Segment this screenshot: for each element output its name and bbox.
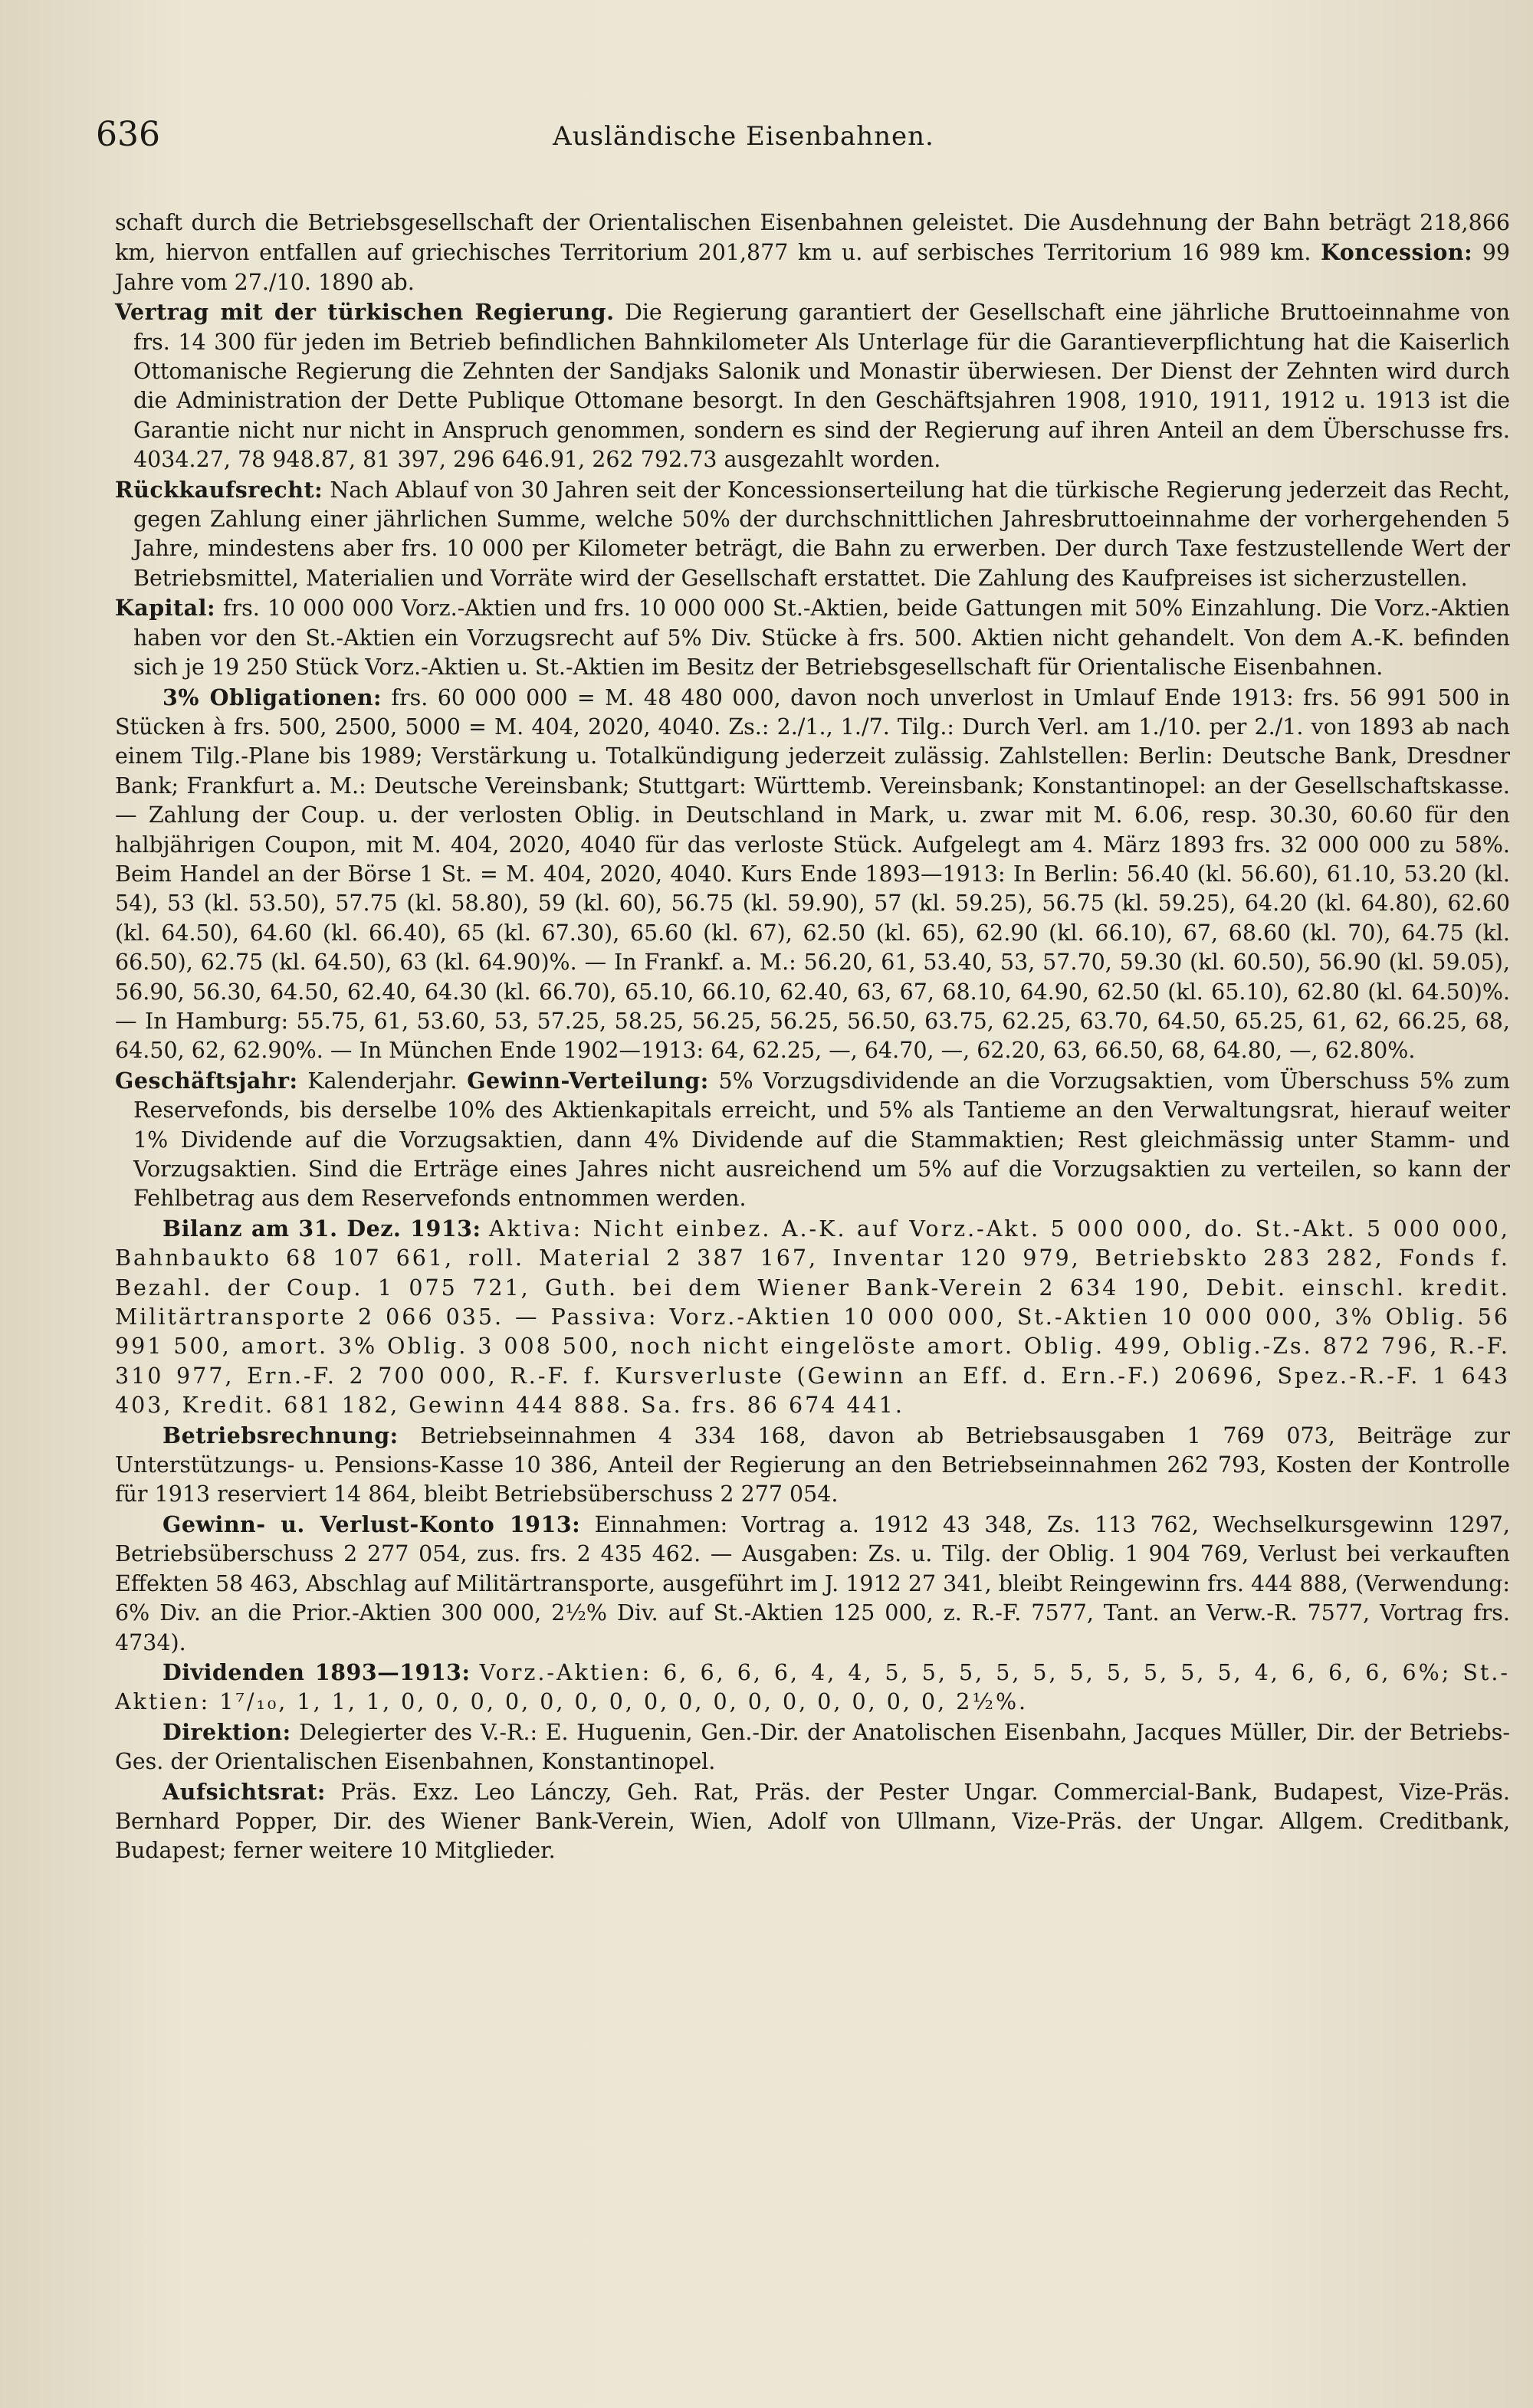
vertrag-paragraph <box>115 297 1510 474</box>
gewinn-verlust-text: Einnahmen: Vortrag a. 1912 43 348, Zs. 113 762, Wechselkursgewinn 1297, Betriebsüberschuss 2 277 054, zus. frs. 2 435 462. — Ausgaben: Zs. u. Tilg. der Oblig. 1 904 769, Verlust bei verkauften Effekten 58 463, Abschlag auf Militärtransporte, ausgeführt im J. 1912 27 341, bleibt Reingewinn frs. 444 888, (Verwendung: 6% Div. an die Prior.-Aktien 300 000, 2½% Div. auf St.-Aktien 125 000, z. R.-F. 7577, Tant. an Verw.-R. 7577, Vortrag frs. 4734). <box>115 1511 1510 1655</box>
direktion-paragraph <box>115 1717 1510 1777</box>
bilanz-text: Aktiva: Nicht einbez. A.-K. auf Vorz.-Akt. 5 000 000, do. St.-Akt. 5 000 000, Bahnbaukto 68 107 661, roll. Material 2 387 167, Inventar 120 979, Betriebskto 283 282, Fonds f. Bezahl. der Coup. 1 075 721, Guth. bei dem Wiener Bank-Verein 2 634 190, Debit. einschl. kredit. Militärtransporte 2 066 035. — Passiva: Vorz.-Aktien 10 000 000, St.-Aktien 10 000 000, 3% Oblig. 56 991 500, amort. 3% Oblig. 3 008 500, noch nicht eingelöste amort. Oblig. 499, Oblig.-Zs. 872 796, R.-F. 310 977, Ern.-F. 2 700 000, R.-F. f. Kursverluste (Gewinn an Eff. d. Ern.-F.) 20696, Spez.-R.-F. 1 643 403, Kredit. 681 182, Gewinn 444 888. Sa. frs. 86 674 441. <box>115 1215 1510 1419</box>
page-number: 636 <box>96 115 160 154</box>
betriebsrechnung-text: Betriebseinnahmen 4 334 168, davon ab Betriebsausgaben 1 769 073, Beiträge zur Unterstützungs- u. Pensions-Kasse 10 386, Anteil der Regierung an den Betriebseinnahmen 262 793, Kosten der Kontrolle für 1913 reserviert 14 864, bleibt Betriebsüberschuss 2 277 054. <box>115 1422 1510 1507</box>
running-head: Ausländische Eisenbahnen. <box>553 121 934 152</box>
rueckkauf-paragraph <box>115 475 1510 594</box>
gewinn-verteilung-text: 5% Vorzugsdividende an die Vorzugsaktien, vom Überschuss 5% zum Reservefonds, bis derselbe 10% des Aktienkapitals erreicht, und 5% als Tantieme an den Verwaltungsrat, hierauf weiter 1% Dividende auf die Vorzugsaktien, dann 4% Dividende auf die Stammaktien; Rest gleichmässig unter Stamm- und Vorzugsaktien. Sind die Erträge eines Jahres nicht ausreichend um 5% auf die Vorzugsaktien zu verteilen, so kann der Fehlbetrag aus dem Reservefonds entnommen werden. <box>133 1068 1510 1212</box>
intro-paragraph <box>115 208 1510 297</box>
direktion-text: Delegierter des V.-R.: E. Huguenin, Gen.-Dir. der Anatolischen Eisenbahn, Jacques Müller, Dir. der Betriebs-Ges. der Orientalischen Eisenbahnen, Konstantinopel. <box>115 1719 1510 1775</box>
intro-text: schaft durch die Betriebsgesellschaft der Orientalischen Eisenbahnen geleistet. Die Ausdehnung der Bahn beträgt 218,866 km, hiervon entfallen auf griechisches Territorium 201,877 km u. auf serbisches Territorium 16 989 km. <box>115 210 1510 266</box>
konzession-label: Koncession: <box>1321 239 1473 266</box>
gewinn-verlust-label: Gewinn- u. Verlust-Konto 1913: <box>162 1511 581 1537</box>
gewinn-verteilung-label: Gewinn-Verteilung: <box>467 1067 709 1094</box>
geschaeftsjahr-text: Kalenderjahr. <box>307 1068 458 1094</box>
betriebsrechnung-paragraph <box>115 1421 1510 1510</box>
geschaeftsjahr-label: Geschäftsjahr: <box>115 1067 298 1094</box>
rueckkauf-text: Nach Ablauf von 30 Jahren seit der Koncessionserteilung hat die türkische Regierung jederzeit das Recht, gegen Zahlung einer jährlichen Summe, welche 50% der durchschnittlichen Jahresbruttoeinnahme der vorhergehenden 5 Jahre, mindestens aber frs. 10 000 per Kilometer beträgt, die Bahn zu erwerben. Der durch Taxe festzustellende Wert der Betriebsmittel, Materialien und Vorräte wird der Gesellschaft erstattet. Die Zahlung des Kaufpreises ist sicherzustellen. <box>133 477 1511 591</box>
bilanz-paragraph <box>115 1214 1510 1421</box>
geschaeftsjahr-paragraph <box>115 1066 1510 1214</box>
kapital-text: frs. 10 000 000 Vorz.-Aktien und frs. 10 000 000 St.-Aktien, beide Gattungen mit 50% Einzahlung. Die Vorz.-Aktien haben vor den St.-Aktien ein Vorzugsrecht auf 5% Div. Stücke à frs. 500. Aktien nicht gehandelt. Von dem A.-K. befinden sich je 19 250 Stück Vorz.-Aktien u. St.-Aktien im Besitz der Betriebsgesellschaft für Orientalische Eisenbahnen. <box>133 595 1510 681</box>
obligationen-text: frs. 60 000 000 = M. 48 480 000, davon noch unverlost in Umlauf Ende 1913: frs. 56 991 500 in Stücken à frs. 500, 2500, 5000 = M. 404, 2020, 4040. Zs.: 2./1., 1./7. Tilg.: Durch Verl. am 1./10. per 2./1. von 1893 ab nach einem Tilg.-Plane bis 1989; Verstärkung u. Totalkündigung jederzeit zulässig. Zahlstellen: Berlin: Deutsche Bank, Dresdner Bank; Frankfurt a. M.: Deutsche Vereinsbank; Stuttgart: Württemb. Vereinsbank; Konstantinopel: an der Gesellschaftskasse. — Zahlung der Coup. u. der verlosten Oblig. in Deutschland in Mark, u. zwar mit M. 6.06, resp. 30.30, 60.60 für den halbjährigen Coupon, mit M. 404, 2020, 4040 für das verloste Stück. Aufgelegt am 4. März 1893 frs. 32 000 000 zu 58%. Beim Handel an der Börse 1 St. = M. 404, 2020, 4040. Kurs Ende 1893—1913: In Berlin: 56.40 (kl. 56.60), 61.10, 53.20 (kl. 54), 53 (kl. 53.50), 57.75 (kl. 58.80), 59 (kl. 60), 56.75 (kl. 59.90), 57 (kl. 59.25), 56.75 (kl. 59.25), 64.20 (kl. 64.80), 62.60 (kl. 64.50), 64.60 (kl. 66.40), 65 (kl. 67.30), 65.60 (kl. 67), 62.50 (kl. 65), 62.90 (kl. 66.10), 67, 68.60 (kl. 70), 64.75 (kl. 66.50), 62.75 (kl. 64.50), 63 (kl. 64.90)%. — In Frankf. a. M.: 56.20, 61, 53.40, 53, 57.70, 59.30 (kl. 60.50), 56.90 (kl. 59.05), 56.90, 56.30, 64.50, 62.40, 64.30 (kl. 66.70), 65.10, 66.10, 62.40, 63, 67, 68.10, 64.90, 62.50 (kl. 65.10), 62.80 (kl. 64.50)%. — In Hamburg: 55.75, 61, 53.60, 53, 57.25, 58.25, 56.25, 56.25, 56.50, 63.75, 62.25, 63.70, 64.50, 65.25, 61, 62, 66.25, 68, 64.50, 62, 62.90%. — In München Ende 1902—1913: 64, 62.25, —, 64.70, —, 62.20, 63, 66.50, 68, 64.80, —, 62.80%. <box>115 684 1510 1064</box>
dividenden-paragraph <box>115 1658 1510 1717</box>
aufsichtsrat-text: Präs. Exz. Leo Lánczy, Geh. Rat, Präs. der Pester Ungar. Commercial-Bank, Budapest, Vize-Präs. Bernhard Popper, Dir. des Wiener Bank-Verein, Wien, Adolf von Ullmann, Vize-Präs. der Ungar. Allgem. Creditbank, Budapest; ferner weitere 10 Mitglieder. <box>115 1779 1510 1864</box>
aufsichtsrat-label: Aufsichtsrat: <box>162 1778 326 1805</box>
dividenden-label: Dividenden 1893—1913: <box>162 1658 471 1685</box>
article-body <box>115 208 1510 1866</box>
betriebsrechnung-label: Betriebsrechnung: <box>162 1422 399 1448</box>
vertrag-text: Die Regierung garantiert der Gesellschaft eine jährliche Bruttoeinnahme von frs. 14 300 für jeden im Betrieb befindlichen Bahnkilometer Als Unterlage für die Garantieverpflichtung hat die Kaiserlich Ottomanische Regierung die Zehnten der Sandjaks Salonik und Monastir überwiesen. Der Dienst der Zehnten wird durch die Administration der Dette Publique Ottomane besorgt. In den Geschäftsjahren 1908, 1910, 1911, 1912 u. 1913 ist die Garantie nicht nur nicht in Anspruch genommen, sondern es sind der Regierung auf ihren Anteil an dem Überschusse frs. 4034.27, 78 948.87, 81 397, 296 646.91, 262 792.73 ausgezahlt worden. <box>133 300 1510 473</box>
konzession-text: 99 Jahre vom 27./10. 1890 ab. <box>115 240 1511 295</box>
kapital-label: Kapital: <box>115 595 215 622</box>
rueckkauf-label: Rückkaufsrecht: <box>115 476 323 503</box>
kapital-paragraph <box>115 593 1510 682</box>
bilanz-label: Bilanz am 31. Dez. 1913: <box>162 1215 481 1242</box>
obligationen-label: 3% Obligationen: <box>162 684 382 710</box>
vertrag-label: Vertrag mit der türkischen Regierung. <box>115 299 615 326</box>
direktion-label: Direktion: <box>162 1718 291 1745</box>
page-header <box>96 115 1510 161</box>
gewinn-verlust-paragraph <box>115 1510 1510 1658</box>
dividenden-text: Vorz.-Aktien: 6, 6, 6, 6, 4, 4, 5, 5, 5, 5, 5, 5, 5, 5, 5, 5, 4, 6, 6, 6, 6%; St.-Aktien: 1⁷/₁₀, 1, 1, 1, 0, 0, 0, 0, 0, 0, 0, 0, 0, 0, 0, 0, 0, 0, 0, 0, 2½%. <box>115 1659 1511 1715</box>
obligationen-paragraph <box>115 683 1510 1066</box>
aufsichtsrat-paragraph <box>115 1777 1510 1866</box>
